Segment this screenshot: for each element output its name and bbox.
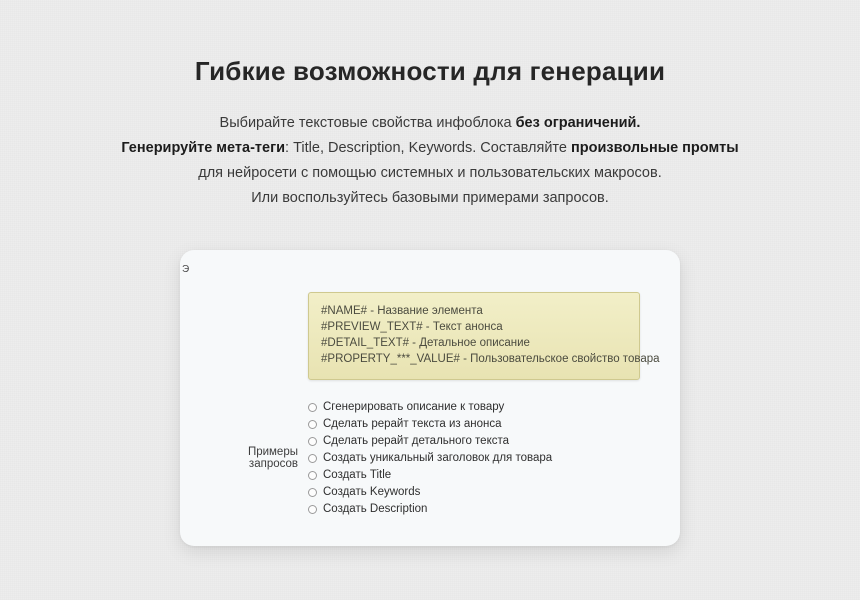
card-breadcrumb: Э <box>182 264 190 275</box>
radio-icon[interactable] <box>308 403 317 412</box>
list-item[interactable] <box>308 400 552 415</box>
intro-line-1 <box>0 111 860 136</box>
option-label: Сделать рерайт текста из анонса <box>323 418 502 430</box>
radio-icon[interactable] <box>308 454 317 463</box>
list-item[interactable] <box>308 468 552 483</box>
option-label: Создать Description <box>323 503 428 515</box>
intro-line-2-strong-b: произвольные промты <box>571 140 739 156</box>
intro-line-4: Или воспользуйтесь базовыми примерами запросов. <box>251 190 609 206</box>
radio-icon[interactable] <box>308 471 317 480</box>
list-item[interactable] <box>308 434 552 449</box>
option-label: Создать Title <box>323 469 392 481</box>
intro-line-3: для нейросети с помощью системных и пользовательских макросов. <box>198 165 662 181</box>
page-title: Гибкие возможности для генерации <box>194 56 666 86</box>
macro-line: #DETAIL_TEXT# - Детальное описание <box>321 337 530 349</box>
option-label: Создать уникальный заголовок для товара <box>323 452 553 464</box>
intro-paragraph <box>0 87 860 211</box>
intro-line-1-text: Выбирайте текстовые свойства инфоблока <box>219 115 516 131</box>
list-item[interactable] <box>308 451 552 466</box>
settings-card <box>180 250 680 546</box>
examples-field-label: Примеры запросов <box>247 446 298 470</box>
radio-icon[interactable] <box>308 420 317 429</box>
list-item[interactable] <box>308 485 552 500</box>
radio-icon[interactable] <box>308 505 317 514</box>
option-label: Сгенерировать описание к товару <box>323 401 505 413</box>
radio-icon[interactable] <box>308 488 317 497</box>
intro-line-2-text: : Title, Description, Keywords. Составляйте <box>285 140 571 156</box>
intro-line-2 <box>0 136 860 161</box>
examples-radio-group[interactable] <box>308 400 552 519</box>
macro-line: #PROPERTY_***_VALUE# - Пользовательское свойство товара <box>321 353 660 365</box>
list-item[interactable] <box>308 502 552 517</box>
list-item[interactable] <box>308 417 552 432</box>
option-label: Сделать рерайт детального текста <box>323 435 510 447</box>
macro-line: #PREVIEW_TEXT# - Текст анонса <box>321 321 503 333</box>
option-label: Создать Keywords <box>323 486 421 498</box>
macros-hint-box <box>308 292 660 380</box>
radio-icon[interactable] <box>308 437 317 446</box>
intro-line-2-strong-a: Генерируйте мета-теги <box>121 140 286 156</box>
macro-line: #NAME# - Название элемента <box>321 305 483 317</box>
intro-line-1-strong: без ограничений. <box>515 115 641 131</box>
